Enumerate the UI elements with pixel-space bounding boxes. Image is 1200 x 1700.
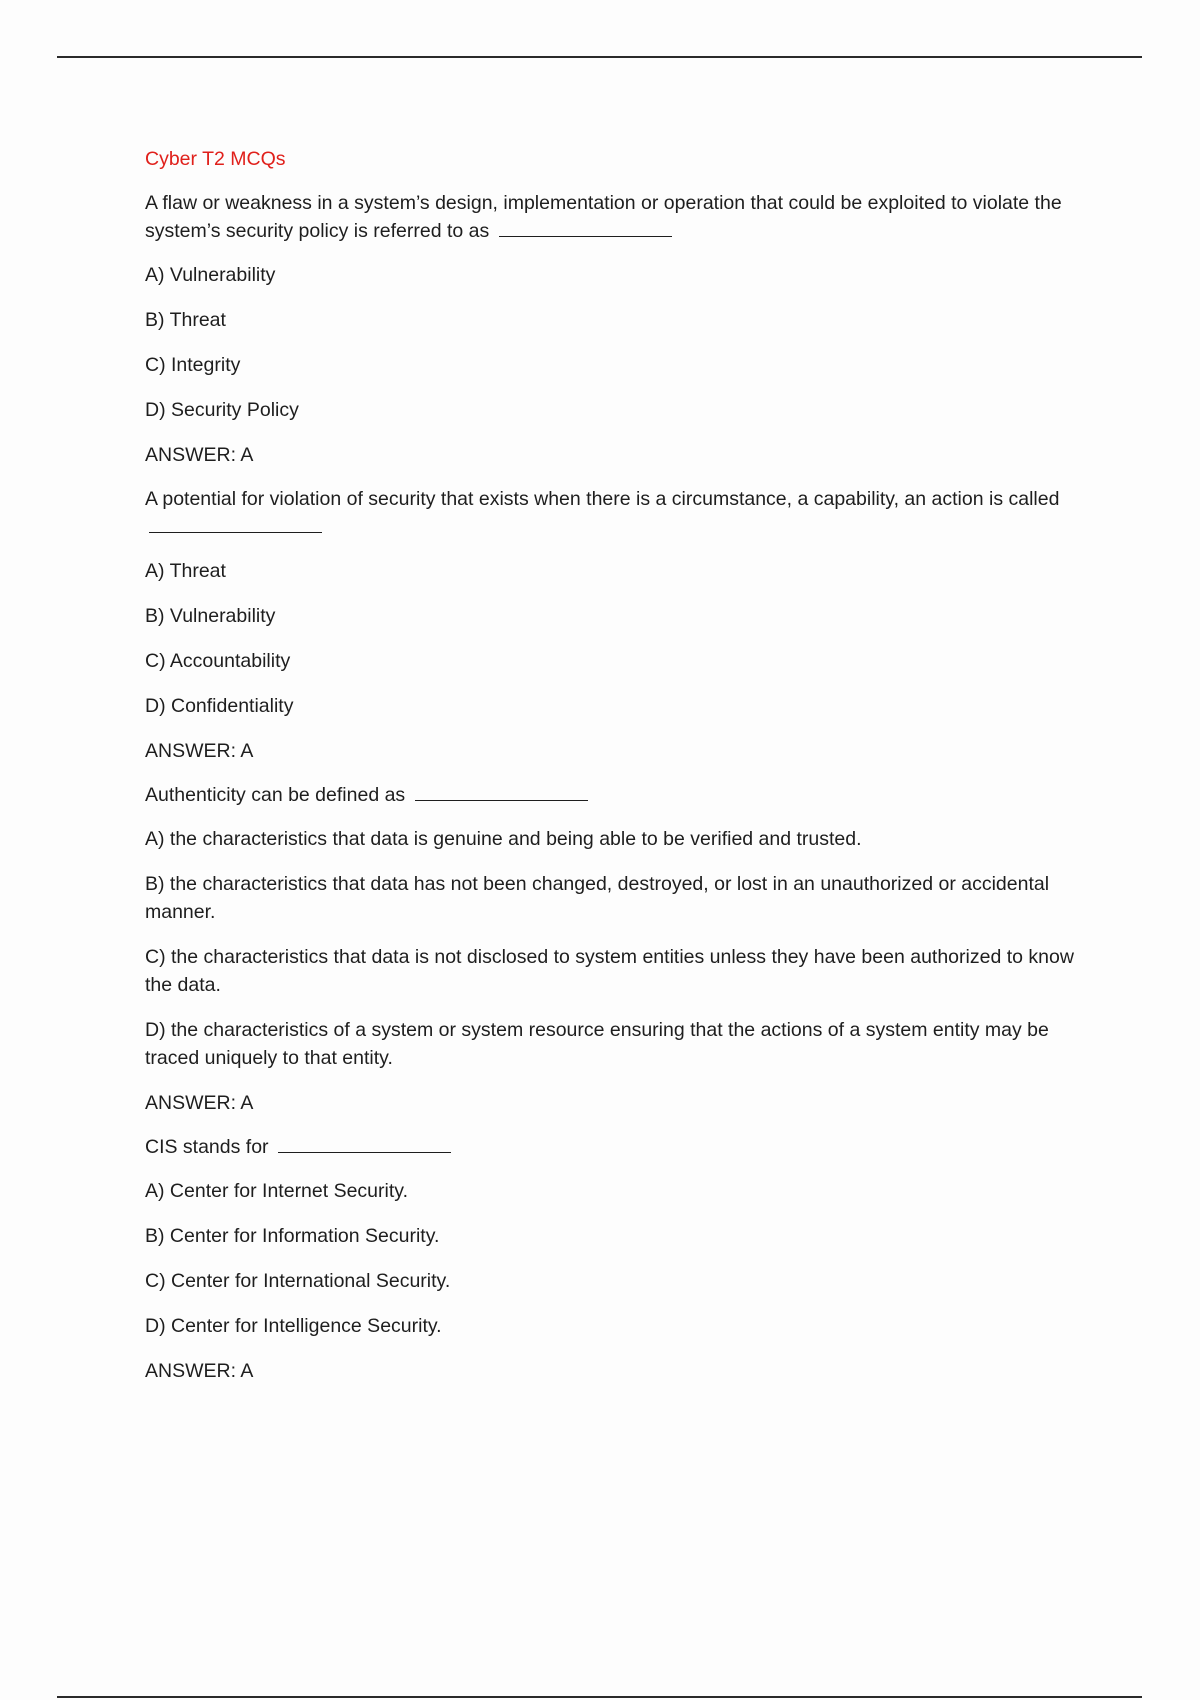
answer-key: ANSWER: A xyxy=(145,444,254,466)
answer-blank xyxy=(415,782,588,801)
option-d: D) Center for Intelligence Security. xyxy=(145,1315,442,1337)
question-block xyxy=(145,781,1085,1117)
question-block xyxy=(145,485,1085,765)
document-title: Cyber T2 MCQs xyxy=(145,148,286,170)
option-d: D) Confidentiality xyxy=(145,695,294,717)
answer-blank xyxy=(278,1134,451,1153)
question-text: CIS stands for xyxy=(145,1133,1085,1161)
option-c: C) the characteristics that data is not disclosed to system entities unless they have been authorized to know the data. xyxy=(145,946,1074,996)
option-b: B) Threat xyxy=(145,309,226,331)
option-d: D) Security Policy xyxy=(145,399,299,421)
option-b: B) the characteristics that data has not been changed, destroyed, or lost in an unauthorized or accidental manner. xyxy=(145,873,1050,923)
question-text: A flaw or weakness in a system’s design, implementation or operation that could be exploited to violate the system’s security policy is referred to as xyxy=(145,192,1062,242)
option-d: D) the characteristics of a system or system resource ensuring that the actions of a system entity may be traced uniquely to that entity. xyxy=(145,1019,1049,1069)
option-a: A) the characteristics that data is genuine and being able to be verified and trusted. xyxy=(145,828,862,850)
option-c: C) Integrity xyxy=(145,354,241,376)
option-a: A) Vulnerability xyxy=(145,264,276,286)
option-b: B) Vulnerability xyxy=(145,605,276,627)
header-rule xyxy=(57,56,1142,58)
answer-blank xyxy=(149,514,322,533)
document-body xyxy=(145,145,1085,1401)
answer-blank xyxy=(499,218,672,237)
answer-key: ANSWER: A xyxy=(145,740,254,762)
answer-key: ANSWER: A xyxy=(145,1360,254,1382)
question-text: A potential for violation of security that exists when there is a circumstance, a capability, an action is called xyxy=(145,485,1085,541)
option-a: A) Center for Internet Security. xyxy=(145,1180,408,1202)
option-c: C) Center for International Security. xyxy=(145,1270,451,1292)
question-block xyxy=(145,189,1085,469)
question-block xyxy=(145,1133,1085,1385)
option-b: B) Center for Information Security. xyxy=(145,1225,440,1247)
footer-rule xyxy=(57,1696,1142,1698)
answer-key: ANSWER: A xyxy=(145,1092,254,1114)
option-a: A) Threat xyxy=(145,560,226,582)
question-text: Authenticity can be defined as xyxy=(145,781,1085,809)
option-c: C) Accountability xyxy=(145,650,291,672)
